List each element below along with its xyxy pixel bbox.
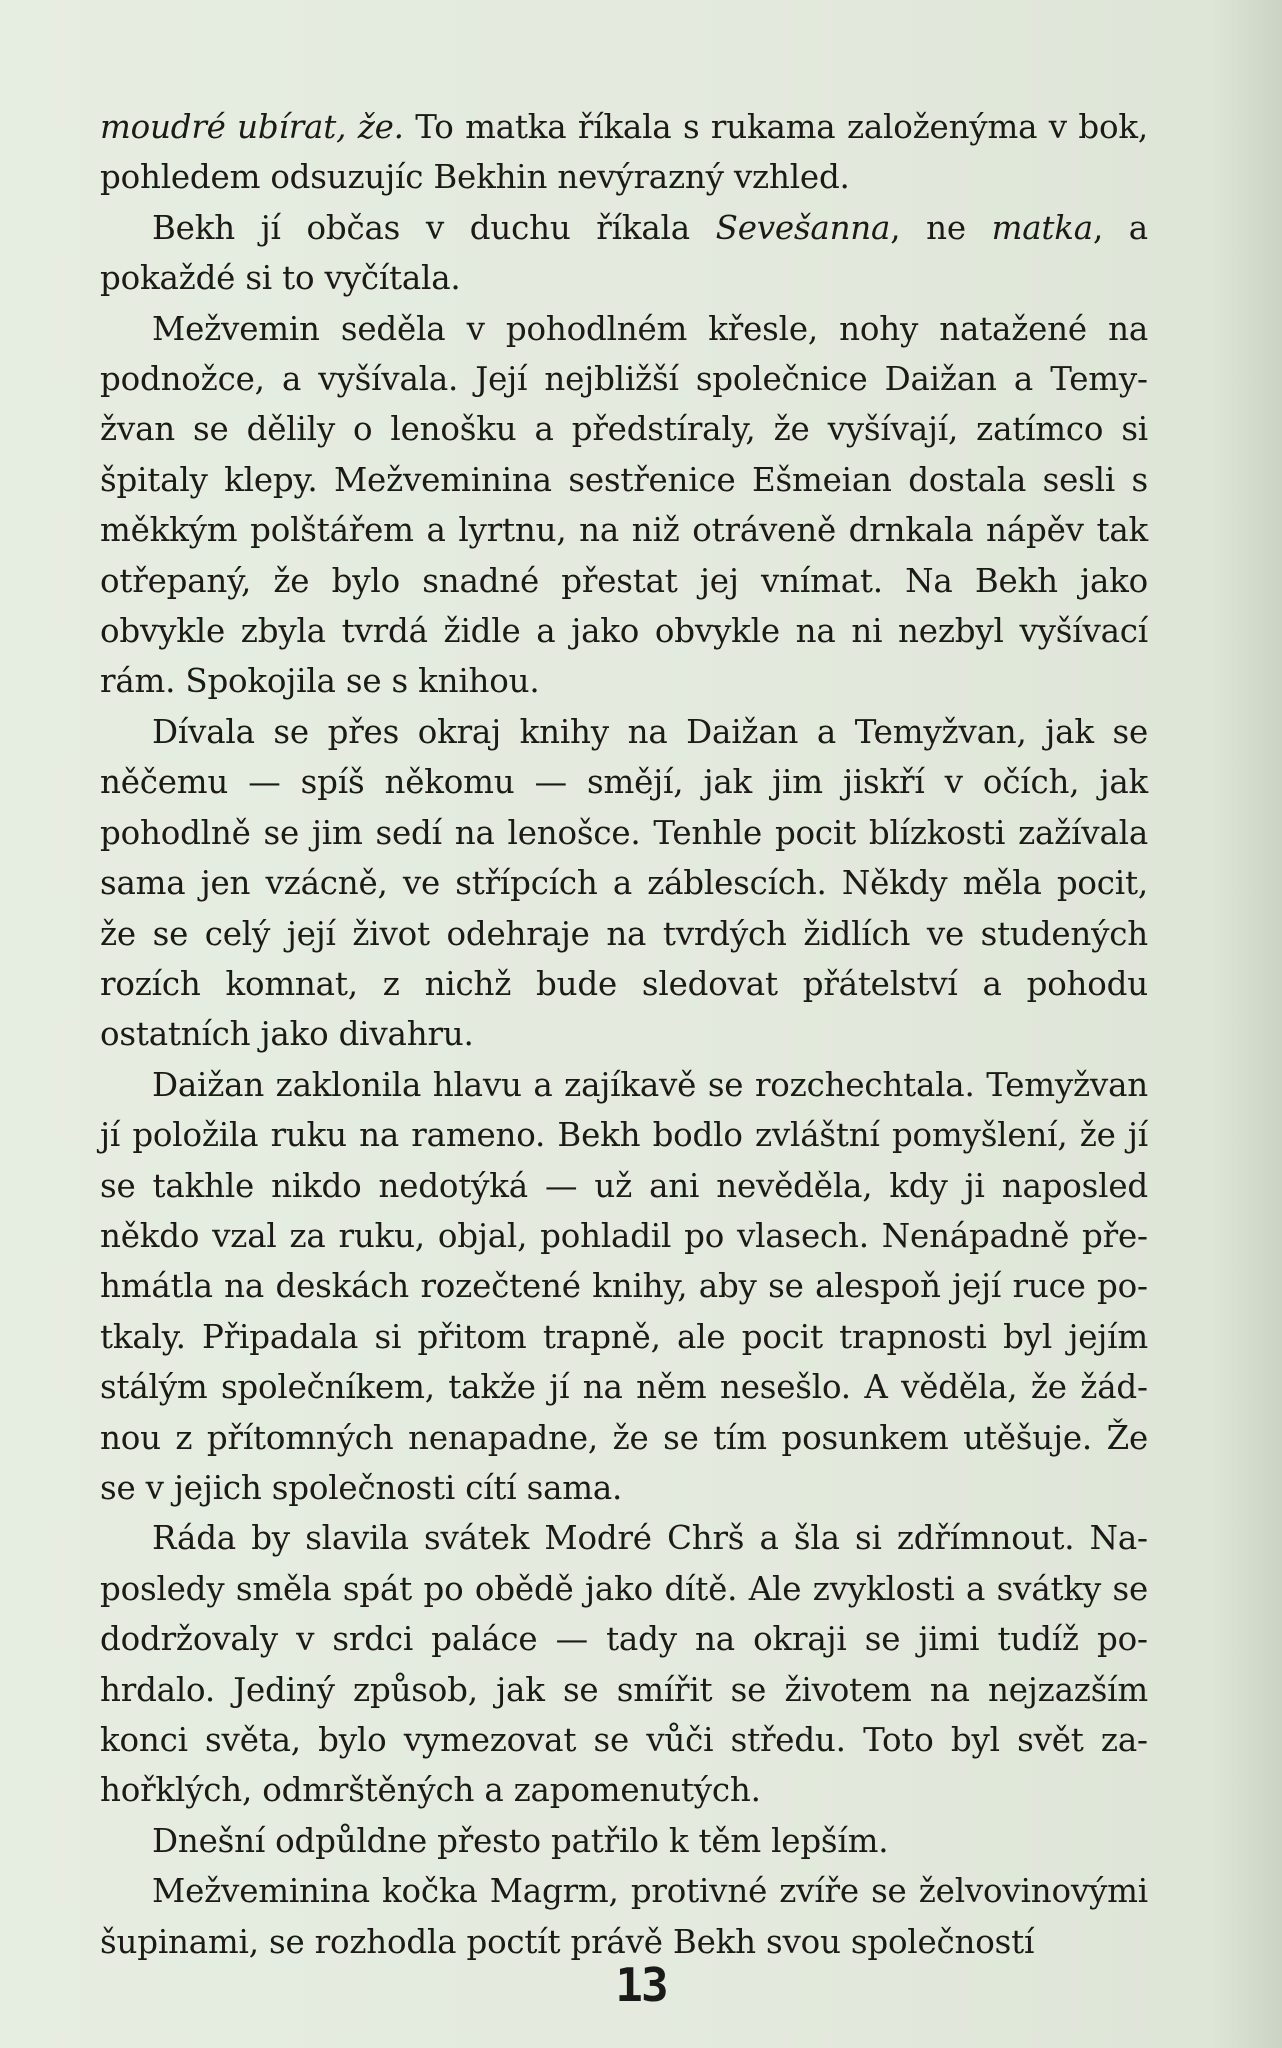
paragraph (100, 1513, 1148, 1815)
text-run: , ne (890, 208, 992, 247)
text-run: , a pokaždé si to vyčítala. (100, 208, 1148, 298)
text-run: To matka říkala s rukama založenýma v bok, pohledem odsuzujíc Bekhin nevýrazný vzhled. (100, 108, 1148, 197)
paragraph (100, 203, 1148, 304)
paragraph (100, 1866, 1148, 1967)
paragraph (100, 304, 1148, 707)
italic-text: matka (991, 208, 1093, 247)
text-run: Ráda by slavila svátek Modré Chrš a šla si zdřímnout. Naposledy směla spát po obědě jako dítě. Ale zvyklosti a svátky se dodržovaly v srdci paláce — tady na okraji se jimi tudíž pohrdalo. Jediný způsob, jak se smířit se životem na nejzazším konci světa, bylo vymezovat se vůči středu. Toto byl svět zahořklých, odmrštěných a zapomenutých. (100, 1519, 1148, 1810)
text-run: Mežveminina kočka Magrm, protivné zvíře se želvovinovými šupinami, se rozhodla poctít právě Bekh svou společností (100, 1872, 1148, 1961)
paragraph (100, 1816, 1148, 1866)
text-run: Bekh jí občas v duchu říkala (152, 208, 716, 247)
italic-text: Sevešanna (715, 208, 891, 247)
paragraph (100, 707, 1148, 1060)
text-run: Mežvemin seděla v pohodlném křesle, nohy natažené na podnožce, a vyšívala. Její nejbližší společnice Daižan a Temyžvan se dělily o lenošku a předstíraly, že vyšívají, zatímco si špitaly klepy. Mežveminina sestřenice Ešmeian dostala sesli s měkkým polštářem a lyrtnu, na niž otráveně drnkala nápěv tak otřepaný, že bylo snadné přestat jej vnímat. Na Bekh jako obvykle zbyla tvrdá židle a jako obvykle na ni nezbyl vyšívací rám. Spokojila se s knihou. (100, 309, 1148, 701)
body-text (100, 102, 1148, 1967)
text-run: Dívala se přes okraj knihy na Daižan a Temyžvan, jak se něčemu — spíš někomu — smějí, jak jim jiskří v očích, jak pohodlně se jim sedí na lenošce. Tenhle pocit blízkosti zažívala sama jen vzácně, ve střípcích a záblescích. Někdy měla pocit, že se celý její život odehraje na tvrdých židlích ve studených rozích komnat, z nichž bude sledovat přátelství a pohodu ostatních jako divahru. (100, 712, 1148, 1054)
page-number: 13 (615, 1958, 667, 2012)
paragraph (100, 1060, 1148, 1514)
text-run: Dnešní odpůldne přesto patřilo k těm lepším. (152, 1821, 889, 1860)
paragraph (100, 102, 1148, 203)
page-edge-shadow (1212, 0, 1282, 2048)
text-run: Daižan zaklonila hlavu a zajíkavě se rozchechtala. Temyžvan jí položila ruku na rameno. Bekh bodlo zvláštní pomyšlení, že jí se takhle nikdo nedotýká — už ani nevěděla, kdy ji naposled někdo vzal za ruku, objal, pohladil po vlasech. Nenápadně přehmátla na deskách rozečtené knihy, aby se alespoň její ruce potkaly. Připadala si přitom trapně, ale pocit trapnosti byl jejím stálým společníkem, takže jí na něm nesešlo. A věděla, že žádnou z přítomných nenapadne, že se tím posunkem utěšuje. Že se v jejich společnosti cítí sama. (100, 1065, 1148, 1507)
italic-text: moudré ubírat, že. (100, 108, 404, 146)
